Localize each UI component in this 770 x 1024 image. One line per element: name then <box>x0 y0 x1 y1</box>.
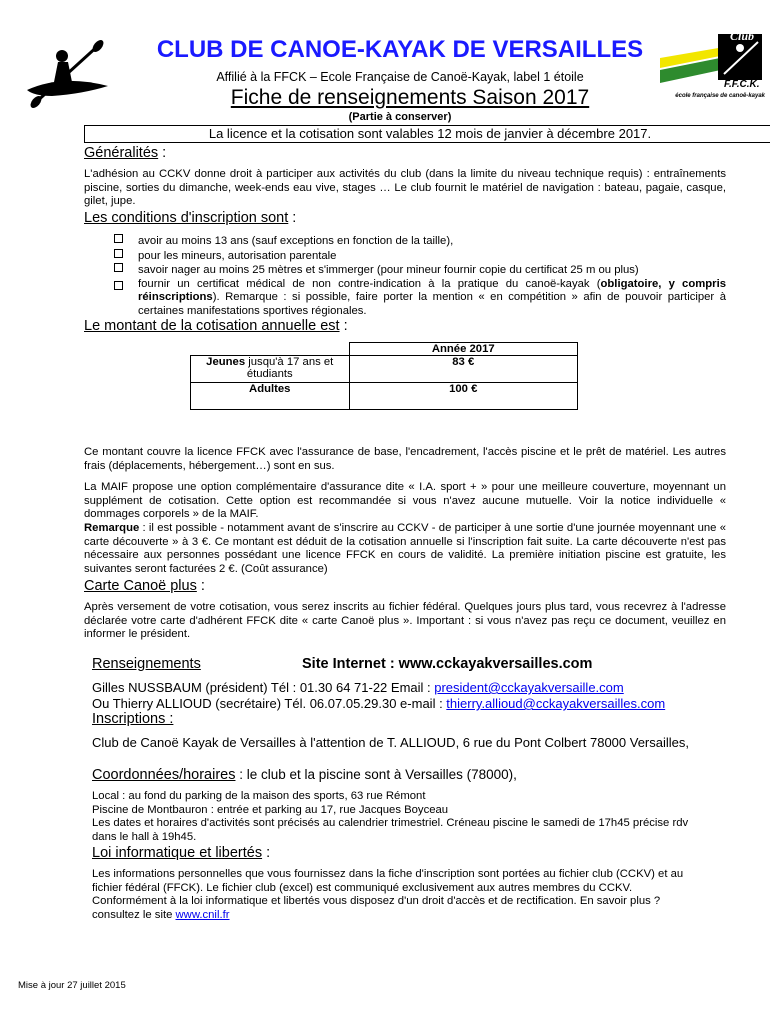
montant-heading: Le montant de la cotisation annuelle est : <box>84 318 348 334</box>
logo-caption: école française de canoë-kayak <box>675 93 765 99</box>
montant-text: Ce montant couvre la licence FFCK avec l'assurance de base, l'encadrement, l'accès piscine et le prêt de matériel. Les autres frais (déplacements, hébergement…) sont en sus. <box>84 446 726 472</box>
form-title: Fiche de renseignements Saison 2017 <box>230 86 590 109</box>
logo-ffck-text: F.F.C.K. <box>724 79 760 88</box>
checkbox-bullet-icon <box>114 234 123 243</box>
contact-president: Gilles NUSSBAUM (président) Tél : 01.30 64 71-22 Email : president@cckayakversaille.com <box>92 680 624 695</box>
maif-text: La MAIF propose une option complémentaire d'assurance dite « I.A. sport + » pour une meilleure couverture, moyennant un supplément de cotisation. Cette option est recommandée si vous n'avez aucune mutuelle. Voir la notice individuelle « dommages corporels » de la MAIF. <box>84 481 726 521</box>
list-item: fournir un certificat médical de non contre-indication à la pratique du canoë-kayak (obligatoire, y compris réinscriptions). Remarque : si possible, faire porter la mention « en compétition » afin de pouvoir participer à certaines manifestations sportives régionales. <box>114 278 726 319</box>
checkbox-bullet-icon <box>114 249 123 258</box>
list-item: avoir au moins 13 ans (sauf exceptions en fonction de la taille), <box>114 234 726 249</box>
local-address: Local : au fond du parking de la maison des sports, 63 rue Rémont <box>92 790 426 802</box>
piscine-address: Piscine de Montbauron : entrée et parking au 17, rue Jacques Boyceau <box>92 803 449 816</box>
kayaker-logo <box>22 38 112 108</box>
inscriptions-text: Club de Canoë Kayak de Versailles à l'attention de T. ALLIOUD, 6 rue du Pont Colbert 78000 Versailles, <box>92 735 689 750</box>
coordonnees-block <box>92 790 726 844</box>
cnil-link[interactable]: www.cnil.fr <box>175 908 230 921</box>
loi-text: Les informations personnelles que vous fournissez dans la fiche d'inscription sont portées au fichier club (CCKV) et au fichier fédéral (FFCK). Le fichier club (excel) est communiqué exclusivement aux autres membres du CCKV. Conformément à la loi informatique et libertés vous disposez d'un droit d'accès et de rectification. En savoir plus ? consultez le site www.cnil.fr <box>92 868 684 921</box>
carte-heading: Carte Canoë plus : <box>84 578 205 594</box>
logo-club-text: Club <box>730 29 755 43</box>
table-row: Adultes 100 € <box>191 383 578 410</box>
list-item: pour les mineurs, autorisation parentale <box>114 249 726 264</box>
president-email-link[interactable]: president@cckayakversaille.com <box>434 680 624 695</box>
contact-secretaire: Ou Thierry ALLIOUD (secrétaire) Tél. 06.07.05.29.30 e-mail : thierry.allioud@cckayakversailles.com <box>92 696 666 711</box>
conditions-list <box>114 234 726 319</box>
update-date: Mise à jour 27 juillet 2015 <box>18 980 126 991</box>
remarque-text: Remarque : il est possible - notamment avant de s'inscrire au CCKV - de participer à une sortie d'une journée moyennant une « carte découverte » à 3 €. Ce montant est déduit de la cotisation annuelle si l'inscription fait suite. La carte découverte n'est pas nécessaire aux personnes possédant une licence FFCK en cours de validité. La première initiation piscine est gratuite, les suivantes seront facturées 2 €. (Coût assurance) <box>84 522 726 575</box>
generalites-heading: Généralités : <box>84 145 167 161</box>
club-title: CLUB DE CANOE-KAYAK DE VERSAILLES <box>156 36 644 63</box>
affiliation-line: Affilié à la FFCK – Ecole Française de Canoë-Kayak, label 1 étoile <box>216 70 584 84</box>
conditions-heading: Les conditions d'inscription sont : <box>84 210 297 226</box>
checkbox-bullet-icon <box>114 263 123 272</box>
site-label: Site Internet : www.cckayakversailles.com <box>302 656 593 672</box>
list-item: savoir nager au moins 25 mètres et s'immerger (pour mineur fournir copie du certificat 25 m ou plus) <box>114 263 726 278</box>
kayaker-icon <box>22 38 112 108</box>
secretaire-email-link[interactable]: thierry.allioud@cckayakversailles.com <box>446 696 666 711</box>
inscriptions-heading: Inscriptions : <box>92 711 174 727</box>
renseignements-heading: Renseignements <box>92 656 201 672</box>
carte-text: Après versement de votre cotisation, vous serez inscrits au fichier fédéral. Quelques jours plus tard, vous recevrez à l'adresse déclarée votre carte d'adhérent FFCK dite « carte Canoë plus ». Important : si vous n'avez pas reçu ce document, veuillez en informer le président. <box>84 601 726 641</box>
tarif-table <box>190 342 578 410</box>
checkbox-bullet-icon <box>114 281 123 290</box>
generalites-text: L'adhésion au CCKV donne droit à participer aux activités du club (dans la limite du niveau technique requis) : entraînements piscine, sorties du dimanche, week-ends eau vive, stages … Le club fournit le matériel de navigation : bateau, pagaie, casque, gilet, jupe. <box>84 168 726 208</box>
year-header: Année 2017 <box>349 343 578 356</box>
validity-banner: La licence et la cotisation sont valables 12 mois de janvier à décembre 2017. <box>84 125 770 143</box>
horaires-text: Les dates et horaires d'activités sont précisés au calendrier trimestriel. Créneau piscine le samedi de 17h45 précise rdv dans le hall à 19h45. <box>92 817 689 843</box>
keep-note: (Partie à conserver) <box>348 111 452 123</box>
loi-heading: Loi informatique et libertés : <box>92 845 271 861</box>
table-row: Jeunes jusqu'à 17 ans et étudiants 83 € <box>191 356 578 383</box>
coordonnees-heading: Coordonnées/horaires : le club et la piscine sont à Versailles (78000), <box>92 767 517 783</box>
